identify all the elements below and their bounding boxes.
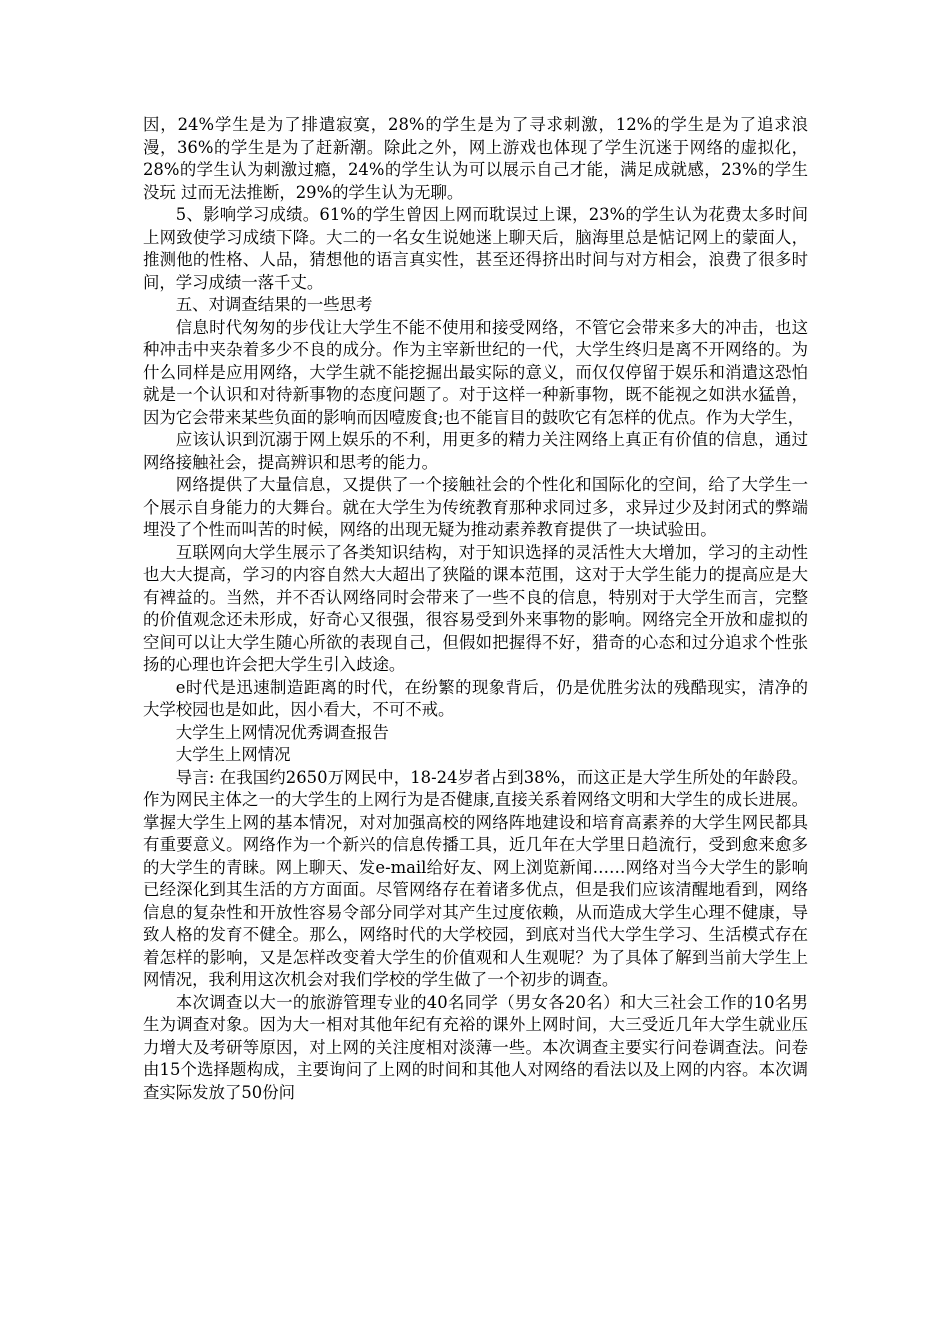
document-body bbox=[143, 114, 808, 1104]
paragraph-network-space: 网络提供了大量信息，又提供了一个接触社会的个性化和国际化的空间，给了大学生一个展示自身能力的大舞台。就在大学生为传统教育那种求同过多，求异过少及封闭式的弊端埋没了个性而叫苦的时候，网络的出现无疑为推动素养教育提供了一块试验田。 bbox=[143, 475, 808, 539]
paragraph-continuation: 因，24%学生是为了排遣寂寞，28%的学生是为了寻求刺激，12%的学生是为了追求浪漫，36%的学生是为了赶新潮。除此之外，网上游戏也体现了学生沉迷于网络的虚拟化，28%的学生认为刺激过瘾，24%的学生认为可以展示自己才能，满足成就感，23%的学生没玩 过而无法推断，29%的学生认为无聊。 bbox=[143, 115, 808, 202]
paragraph-information-age: 信息时代匆匆的步伐让大学生不能不使用和接受网络，不管它会带来多大的冲击，也这种冲击中夹杂着多少不良的成分。作为主宰新世纪的一代，大学生终归是离不开网络的。为什么同样是应用网络，大学生就不能挖掘出最实际的意义，而仅仅停留于娱乐和消遣这恐怕就是一个认识和对待新事物的态度问题了。对于这样一种新事物，既不能视之如洪水猛兽，因为它会带来某些负面的影响而因噎废食;也不能盲目的鼓吹它有怎样的优点。作为大学生， bbox=[143, 317, 808, 427]
paragraph-study-impact: 5、影响学习成绩。61%的学生曾因上网而耽误过上课，23%的学生认为花费太多时间上网致使学习成绩下降。大二的一名女生说她迷上聊天后，脑海里总是惦记网上的蒙面人，推测他的性格、人品，猜想他的语言真实性，甚至还得挤出时间与对方相会，浪费了很多时间，学习成绩一落千丈。 bbox=[143, 205, 808, 292]
paragraph-internet-knowledge: 互联网向大学生展示了各类知识结构，对于知识选择的灵活性大大增加，学习的主动性也大大提高，学习的内容自然大大超出了狭隘的课本范围，这对于大学生能力的提高应是大有裨益的。当然，并不否认网络同时会带来了一些不良的信息，特别对于大学生而言，完整的价值观念还未形成，好奇心又很强，很容易受到外来事物的影响。网络完全开放和虚拟的空间可以让大学生随心所欲的表现自己，但假如把握得不好，猎奇的心态和过分追求个性张扬的心理也许会把大学生引入歧途。 bbox=[143, 542, 808, 674]
paragraph-e-era: e时代是迅速制造距离的时代，在纷繁的现象背后，仍是优胜劣汰的残酷现实，清净的大学校园也是如此，因小看大，不可不戒。 bbox=[143, 677, 808, 719]
paragraph-survey-method: 本次调查以大一的旅游管理专业的40名同学（男女各20名）和大三社会工作的10名男生为调查对象。因为大一相对其他年纪有充裕的课外上网时间，大三受近几年大学生就业压力增大及考研等原因，对上网的关注度相对淡薄一些。本次调查主要实行问卷调查法。问卷由15个选择题构成，主要询问了上网的时间和其他人对网络的看法以及上网的内容。本次调查实际发放了50份问 bbox=[143, 992, 808, 1102]
paragraph-awareness: 应该认识到沉溺于网上娱乐的不利，用更多的精力关注网络上真正有价值的信息，通过网络接触社会，提高辨识和思考的能力。 bbox=[143, 430, 808, 472]
report-title: 大学生上网情况优秀调查报告 bbox=[175, 722, 389, 742]
section-heading-reflections: 五、对调查结果的一些思考 bbox=[175, 295, 373, 314]
paragraph-introduction: 导言: 在我国约2650万网民中，18-24岁者占到38%，而这正是大学生所处的年龄段。作为网民主体之一的大学生的上网行为是否健康,直接关系着网络文明和大学生的成长进展。掌握大学生上网的基本情况，对对加强高校的网络阵地建设和培育高素养的大学生网民都具有重要意义。网络作为一个新兴的信息传播工具，近几年在大学里日趋流行，受到愈来愈多的大学生的青睐。网上聊天、发e-mail给好友、网上浏览新闻……网络对当今大学生的影响已经深化到其生活的方方面面。尽管网络存在着诸多优点，但是我们应该清醒地看到，网络信息的复杂性和开放性容易令部分同学对其产生过度依赖，从而造成大学生心理不健康，导致人格的发育不健全。那么，网络时代的大学校园，到底对当代大学生学习、生活模式存在着怎样的影响，又是怎样改变着大学生的价值观和人生观呢？为了具体了解到当前大学生上网情况，我利用这次机会对我们学校的学生做了一个初步的调查。 bbox=[143, 767, 808, 989]
report-subtitle: 大学生上网情况 bbox=[175, 745, 291, 764]
